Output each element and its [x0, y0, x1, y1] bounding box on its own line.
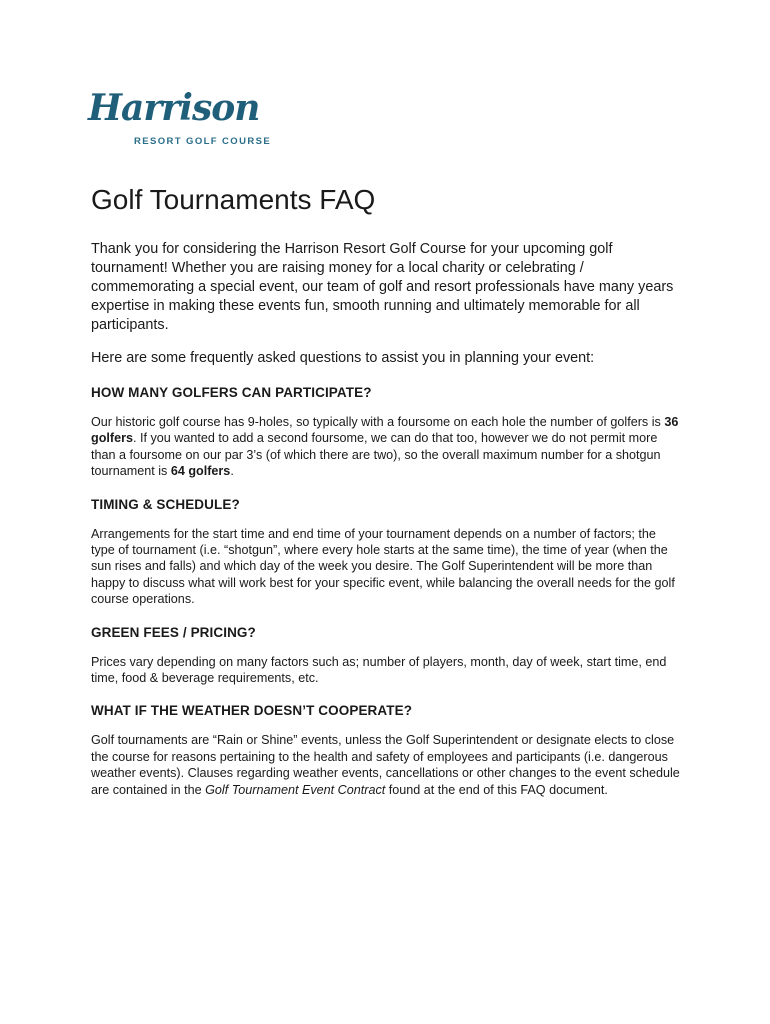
harrison-logo [88, 88, 278, 150]
golfers-text-3: . [230, 464, 234, 479]
section-heading-timing: TIMING & SCHEDULE? [91, 496, 240, 512]
golfers-max-bold: 64 golfers [170, 464, 231, 479]
logo-subtitle: RESORT GOLF COURSE [134, 136, 272, 147]
lead-paragraph: Here are some frequently asked questions to assist you in planning your event: [91, 350, 595, 366]
golfers-text-2: . If you wanted to add a second foursome, we can do that too, however we do not permit more than a foursome on our par 3’s (of which there are two), so the overall maximum number for a shotgun tournament is [91, 431, 661, 479]
section-heading-pricing: GREEN FEES / PRICING? [91, 624, 256, 640]
page-title: Golf Tournaments FAQ [91, 184, 376, 215]
golfers-text-1: Our historic golf course has 9-holes, so typically with a foursome on each hole the number of golfers is [91, 415, 665, 429]
section-body-pricing: Prices vary depending on many factors such as; number of players, month, day of week, start time, end time, food & beverage requirements, etc. [91, 654, 667, 686]
section-body-timing: Arrangements for the start time and end time of your tournament depends on a number of factors; the type of tournament (i.e. “shotgun”, where every hole starts at the same time), the time of year (when the sun rises and falls) and which day of the week you desire. The Golf Superintendent will be more than happy to discuss what will work best for your specific event, while balancing the overall needs for the golf course operations. [91, 526, 675, 607]
section-body-weather [91, 732, 681, 798]
section-heading-golfers: HOW MANY GOLFERS CAN PARTICIPATE? [91, 385, 372, 400]
logo-script-text: Harrison [88, 87, 260, 129]
section-heading-weather: WHAT IF THE WEATHER DOESN’T COOPERATE? [91, 703, 413, 719]
weather-text-2: found at the end of this FAQ document. [385, 782, 608, 797]
weather-text-1: Golf tournaments are “Rain or Shine” events, unless the Golf Superintendent or designate elects to close the course for reasons pertaining to the health and safety of employees and participants (i.e. dangerous weather events). Clauses regarding weather events, cancellations or other changes to the event schedule are contained in the [91, 733, 680, 797]
section-body-golfers [91, 414, 681, 480]
golfers-count-bold: 36 golfers [91, 415, 679, 446]
contract-name-italic: Golf Tournament Event Contract [205, 782, 386, 797]
document-content [91, 182, 681, 814]
intro-paragraph: Thank you for considering the Harrison Resort Golf Course for your upcoming golf tournament! Whether you are raising money for a local charity or celebrating / commemorating a special event, our team of golf and resort professionals have many years expertise in making these events fun, smooth running and ultimately memorable for all participants. [91, 241, 674, 333]
